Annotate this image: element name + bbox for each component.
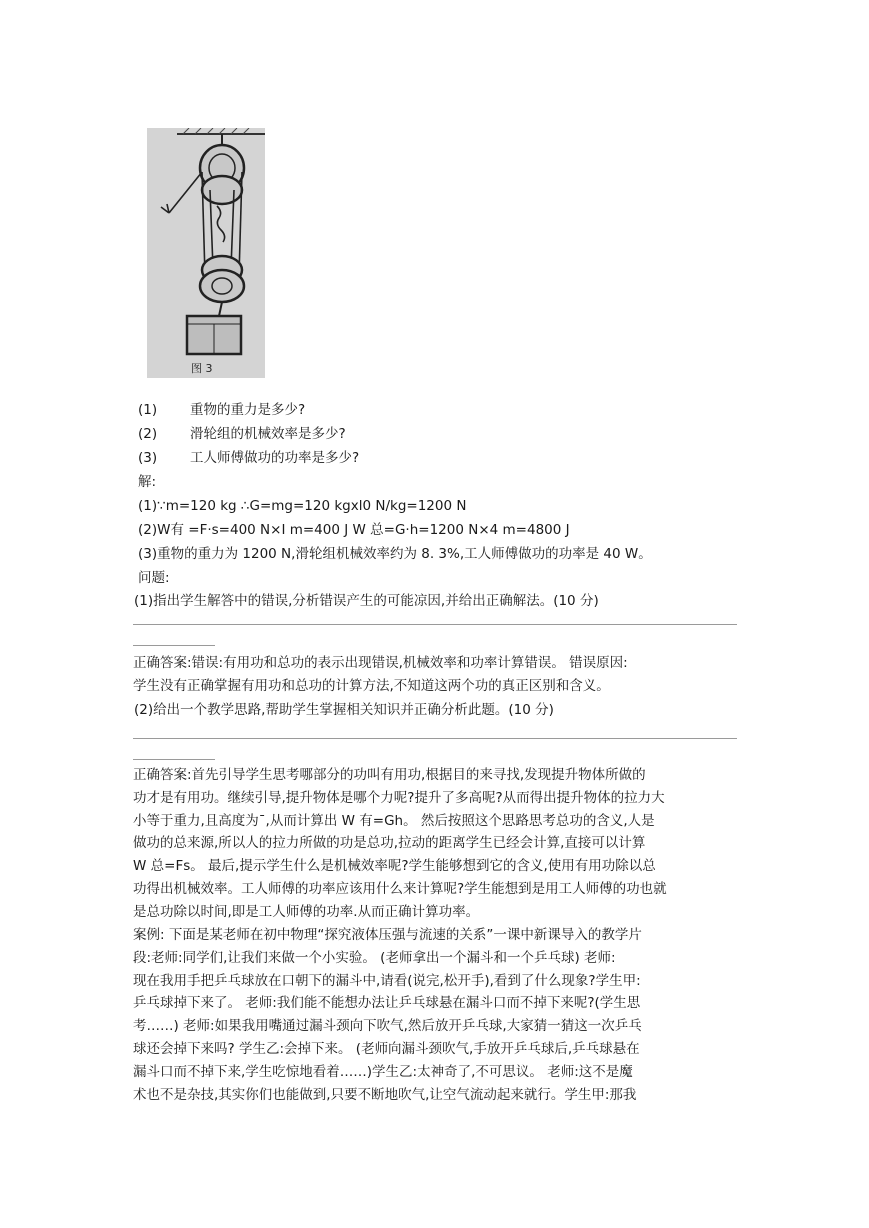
answer-2-line-2: 功才是有用功。继续引导,提升物体是哪个力呢?提升了多高呢?从而得出提升物体的拉力大 <box>133 789 665 806</box>
problem-question-1: (1)指出学生解答中的错误,分析错误产生的可能凉因,并给出正确解法。(10 分) <box>134 593 599 609</box>
answer-line-short <box>133 759 215 760</box>
case-line-6: 球还会掉下来吗? 学生乙:会掉下来。 (老师向漏斗颈吹气,手放开乒乓球后,乒乓球悬在 <box>133 1040 640 1057</box>
question-1-num: (1) <box>138 402 158 418</box>
solution-label: 解: <box>138 474 157 490</box>
question-2-num: (2) <box>138 426 158 442</box>
question-3-num: (3) <box>138 450 158 466</box>
case-line-3: 现在我用手把乒乓球放在口朝下的漏斗中,请看(说完,松开手),看到了什么现象?学生甲: <box>133 972 641 989</box>
answer-2-line-5: W 总=Fs。 最后,提示学生什么是机械效率呢?学生能够想到它的含义,使用有用功除以总 <box>133 858 656 875</box>
pulley-illustration <box>147 128 265 378</box>
case-paragraph <box>133 924 739 1106</box>
question-2 <box>138 423 743 445</box>
question-1-text: 重物的重力是多少? <box>190 402 306 418</box>
question-3-text: 工人师傅做功的功率是多少? <box>190 450 360 466</box>
question-1 <box>138 399 743 421</box>
answer-2-line-3: 小等于重力,且高度为ˉ,从而计算出 W 有=Gh。 然后按照这个思路思考总功的含义,人是 <box>133 812 655 829</box>
question-3 <box>138 447 743 469</box>
answer-2-line-6: 功得出机械效率。工人师傅的功率应该用什么来计算呢?学生能想到是用工人师傅的功也就 <box>133 880 667 897</box>
answer-2 <box>133 764 739 924</box>
problem-label: 问题: <box>138 570 170 586</box>
pulley-figure <box>147 128 265 378</box>
solution-line-2: (2)W有 =F·s=400 N×I m=400 J W 总=G·h=1200 N×4 m=4800 J <box>138 522 570 538</box>
case-line-4: 乒乓球掉下来了。 老师:我们能不能想办法让乒乓球悬在漏斗口而不掉下来呢?(学生思 <box>133 995 641 1012</box>
case-line-1: 案例: 下面是某老师在初中物理“探究液体压强与流速的关系”一课中新课导入的教学片 <box>133 927 642 943</box>
answer-2-line-4: 做功的总来源,所以人的拉力所做的功是总功,拉动的距离学生已经会计算,直接可以计算 <box>133 835 646 852</box>
solution-line-3: (3)重物的重力为 1200 N,滑轮组机械效率约为 8. 3%,工人师傅做功的功率是 40 W。 <box>138 546 652 562</box>
answer-line-short <box>133 645 215 646</box>
answer-line <box>133 624 737 625</box>
answer-2-line-7: 是总功除以时间,即是工人师傅的功率.从而正确计算功率。 <box>133 903 480 920</box>
case-line-5: 考……) 老师:如果我用嘴通过漏斗颈向下吹气,然后放开乒乓球,大家猜一猜这一次乒乓 <box>133 1018 642 1035</box>
case-line-7: 漏斗口而不掉下来,学生吃惊地看着……)学生乙:太神奇了,不可思议。 老师:这不是魔 <box>133 1063 633 1080</box>
case-line-2: 段:老师:同学们,让我们来做一个小实验。 (老师拿出一个漏斗和一个乒乓球) 老师: <box>133 949 616 966</box>
figure-caption: 图 3 <box>191 362 213 375</box>
problem-question-2: (2)给出一个教学思路,帮助学生掌握相关知识并正确分析此题。(10 分) <box>134 702 554 718</box>
solution-line-1: (1)∵m=120 kg ∴G=mg=120 kgxl0 N/kg=1200 N <box>138 498 467 514</box>
case-line-8: 术也不是杂技,其实你们也能做到,只要不断地吹气,让空气流动起来就行。学生甲:那我 <box>133 1086 637 1103</box>
answer-1-line-2: 学生没有正确掌握有用功和总功的计算方法,不知道这两个功的真正区别和含义。 <box>133 677 610 694</box>
answer-2-line-1: 正确答案:首先引导学生思考哪部分的功叫有用功,根据目的来寻找,发现提升物体所做的 <box>133 767 646 783</box>
answer-1-line-1: 正确答案:错误:有用功和总功的表示出现错误,机械效率和功率计算错误。 错误原因: <box>133 655 628 671</box>
answer-1 <box>133 652 739 698</box>
question-2-text: 滑轮组的机械效率是多少? <box>190 426 346 442</box>
answer-line <box>133 738 737 739</box>
